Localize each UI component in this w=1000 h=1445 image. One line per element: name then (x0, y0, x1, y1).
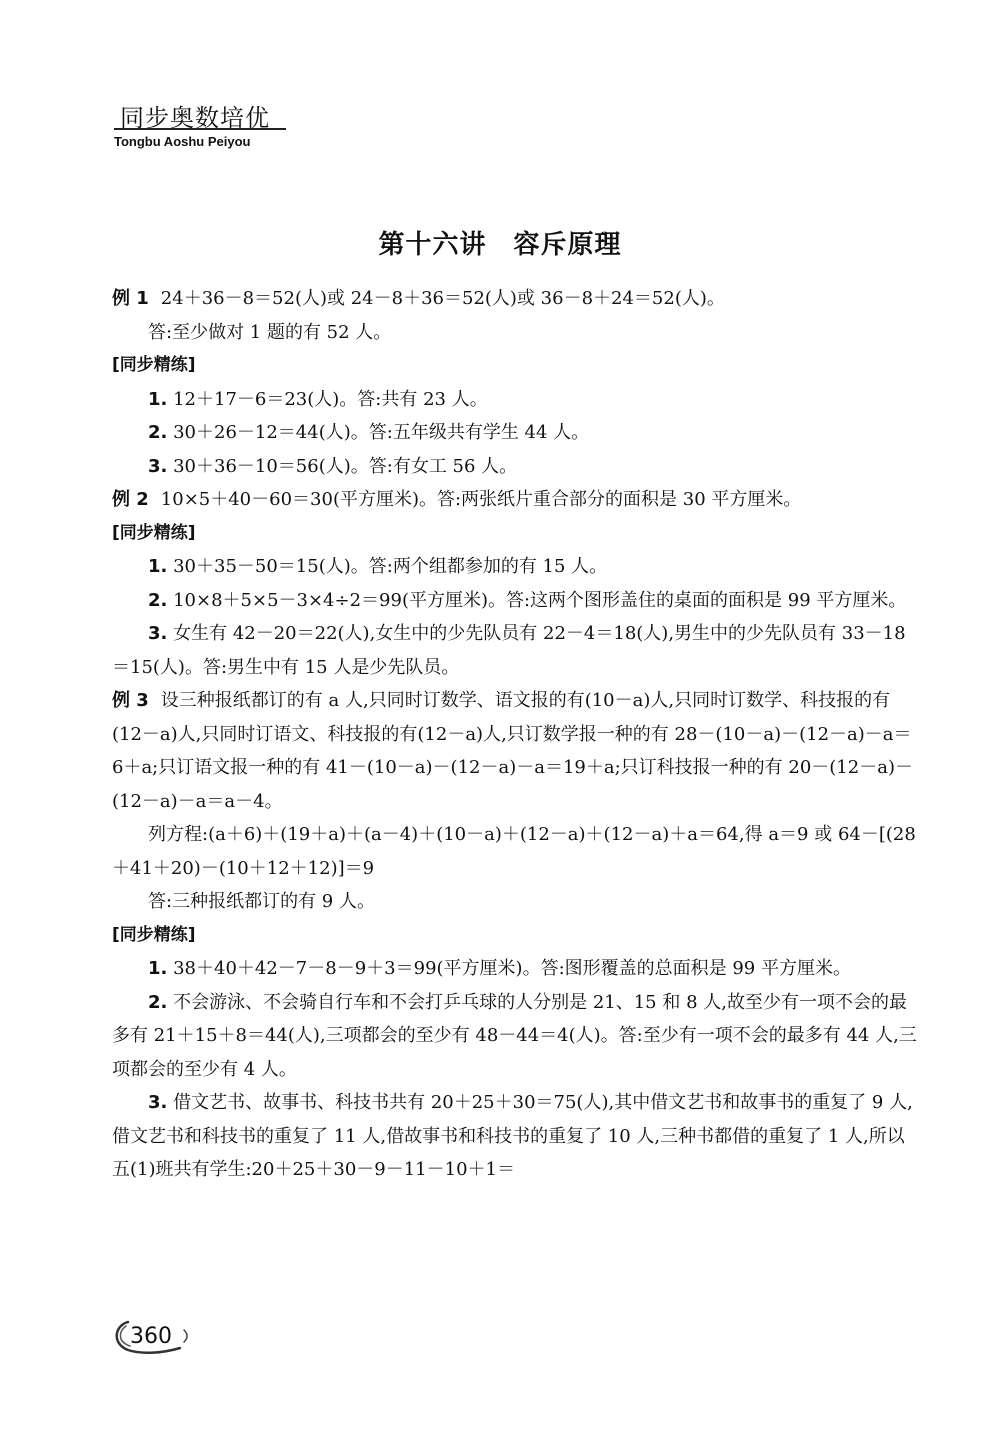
sync-practice-heading-2: [同步精练] (112, 522, 196, 543)
example-1 (112, 282, 918, 316)
lecture-title: 第十六讲 容斥原理 (378, 230, 622, 260)
example-1-answer: 答:至少做对 1 题的有 52 人。 (148, 321, 392, 343)
practice-1-item-1: 1. 12＋17－6＝23(人)。答:共有 23 人。 (148, 388, 488, 410)
practice-2-item-3: 3. 女生有 42－20＝22(人),女生中的少先队员有 22－4＝18(人),男生中的少先队员有 33－18＝15(人)。答:男生中有 15 人是少先队员。 (112, 623, 906, 678)
practice-3-item-1: 1. 38＋40＋42－7－8－9＋3＝99(平方厘米)。答:图形覆盖的总面积是 99 平方厘米。 (148, 958, 851, 979)
page-number: 360 (130, 1324, 172, 1349)
practice-1-item-2: 2. 30＋26－12＝44(人)。答:五年级共有学生 44 人。 (148, 422, 590, 443)
page-number-badge (110, 1314, 196, 1356)
header-rule (114, 128, 286, 130)
book-title: 同步奥数培优 (120, 104, 270, 132)
example-1-text: 24＋36－8＝52(人)或 24－8＋36＝52(人)或 36－8＋24＝52(人)。 (160, 288, 725, 309)
sync-practice-heading-3: [同步精练] (112, 924, 196, 945)
example-3 (112, 684, 918, 818)
example-3-answer: 答:三种报纸都订的有 9 人。 (148, 891, 375, 912)
example-1-label: 例 1 (112, 288, 149, 309)
page-content (112, 282, 918, 1187)
practice-2-item-1: 1. 30＋35－50＝15(人)。答:两个组都参加的有 15 人。 (148, 556, 608, 577)
example-3-equation: 列方程:(a＋6)＋(19＋a)＋(a－4)＋(10－a)＋(12－a)＋(12－a)＋a＝64,得 a＝9 或 64－[(28＋41＋20)－(10＋12＋12)]＝9 (112, 824, 916, 879)
example-3-label: 例 3 (112, 690, 149, 711)
practice-2-item-2: 2. 10×8＋5×5－3×4÷2＝99(平方厘米)。答:这两个图形盖住的桌面的面积是 99 平方厘米。 (148, 589, 907, 611)
example-2-label: 例 2 (112, 489, 149, 510)
example-3-text: 设三种报纸都订的有 a 人,只同时订数学、语文报的有(10－a)人,只同时订数学、科技报的有(12－a)人,只同时订语文、科技报的有(12－a)人,只订数学报一种的有 28－(10－a)－(12－a)－a＝6＋a;只订语文报一种的有 41－(10－a)－(12－a)－a＝19＋a;只订科技报一种的有 20－(12－a)－(12－a)－a＝a－4。 (112, 690, 913, 812)
practice-3-item-2: 2. 不会游泳、不会骑自行车和不会打乒乓球的人分别是 21、15 和 8 人,故至少有一项不会的最多有 21＋15＋8＝44(人),三项都会的至少有 48－44＝4(人)。答:至少有一项不会的最多有 44 人,三项都会的至少有 4 人。 (112, 991, 917, 1080)
sync-practice-heading-1: [同步精练] (112, 355, 196, 375)
practice-3-item-3: 3. 借文艺书、故事书、科技书共有 20＋25＋30＝75(人),其中借文艺书和故事书的重复了 9 人,借文艺书和科技书的重复了 11 人,借故事书和科技书的重复了 10 人,三种书都借的重复了 1 人,所以五(1)班共有学生:20＋25＋30－9－11－10＋1＝ (112, 1092, 913, 1180)
practice-1-item-3: 3. 30＋36－10＝56(人)。答:有女工 56 人。 (148, 455, 518, 477)
example-2 (112, 483, 918, 517)
book-subtitle: Tongbu Aoshu Peiyou (114, 134, 251, 149)
example-2-text: 10×5＋40－60＝30(平方厘米)。答:两张纸片重合部分的面积是 30 平方厘米。 (160, 489, 802, 510)
